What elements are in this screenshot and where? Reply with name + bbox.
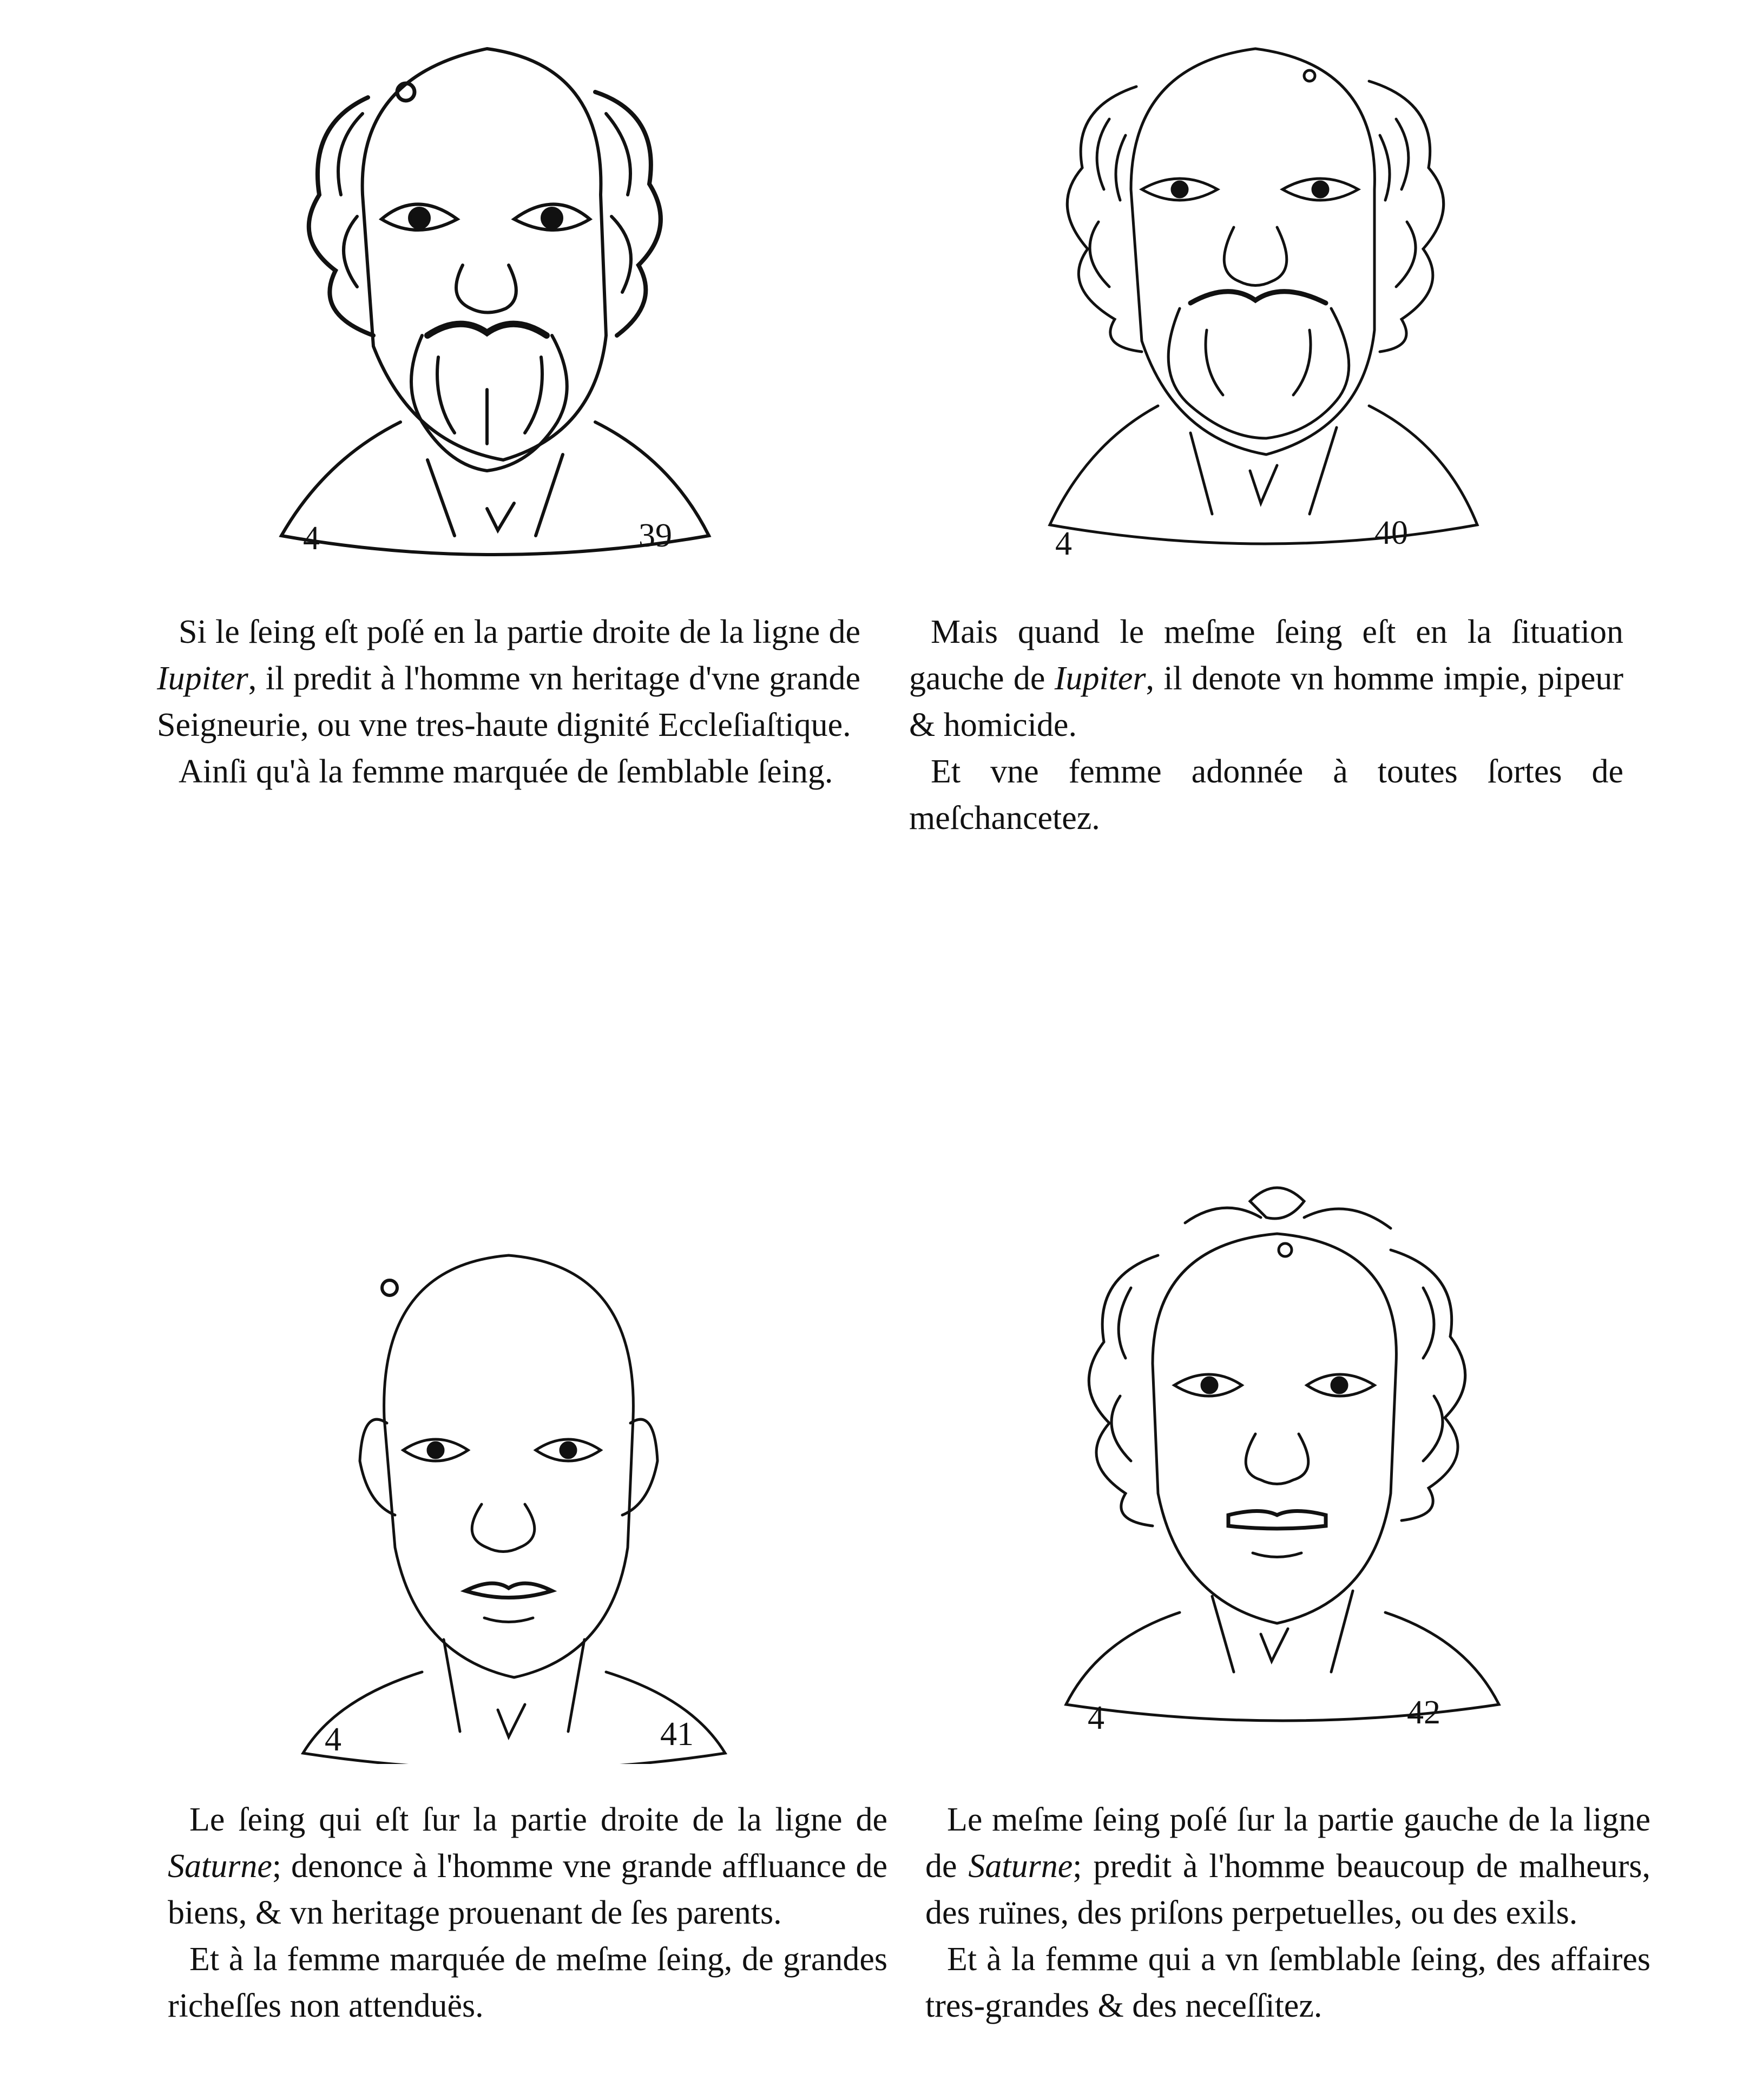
caption-text: ; predit à l'homme beaucoup de malheurs, des ruïnes, des priſons perpetuelles, ou des exils. <box>925 1848 1650 1931</box>
figure-number: 41 <box>660 1716 694 1753</box>
figure-number: 40 <box>1374 515 1408 551</box>
figure-left-label: 4 <box>1055 525 1072 562</box>
caption-paragraph: Et vne femme adonnée à toutes ſortes de meſchancetez. <box>909 753 1623 837</box>
caption-paragraph: Ainſi qu'à la femme marquée de ſemblable ſeing. <box>179 753 833 790</box>
caption-39 <box>157 609 860 795</box>
caption-40 <box>909 609 1623 841</box>
caption-italic-term: Saturne <box>968 1848 1073 1885</box>
caption-paragraph <box>168 1796 887 1936</box>
caption-paragraph <box>909 609 1623 748</box>
caption-paragraph <box>157 609 860 748</box>
portrait-41 <box>281 1245 747 1764</box>
caption-text: , il denote vn homme impie, pipeur & homicide. <box>909 660 1623 743</box>
portrait-39-drawing <box>260 32 747 574</box>
figure-number: 39 <box>639 517 672 554</box>
figure-number: 42 <box>1407 1694 1440 1731</box>
portrait-42 <box>1044 1169 1521 1742</box>
caption-paragraph: Et à la femme marquée de meſme ſeing, de grandes richeſſes non attenduës. <box>168 1941 887 2024</box>
caption-text: , il predit à l'homme vn heritage d'vne grande Seigneurie, ou vne tres-haute dignité Eccleſiaſtique. <box>157 660 860 743</box>
caption-paragraph <box>925 1796 1650 1936</box>
caption-42 <box>925 1796 1650 2029</box>
caption-italic-term: Saturne <box>168 1848 272 1885</box>
figure-left-label: 4 <box>303 520 320 557</box>
caption-41 <box>168 1796 887 2029</box>
caption-paragraph: Et à la femme qui a vn ſemblable ſeing, des affaires tres-grandes & des neceſſitez. <box>925 1941 1650 2024</box>
portrait-40-drawing <box>1028 27 1515 574</box>
caption-text: ; denonce à l'homme vne grande affluance de biens, & vn heritage prouenant de ſes parents. <box>168 1848 887 1931</box>
caption-text: Mais quand le meſme ſeing eſt en la ſituation gauche de <box>909 614 1623 697</box>
portrait-41-drawing <box>281 1245 747 1764</box>
caption-text: Le ſeing qui eſt ſur la partie droite de la ligne de <box>189 1801 887 1838</box>
caption-italic-term: Iupiter <box>1054 660 1146 697</box>
caption-text: Le meſme ſeing poſé ſur la partie gauche de la ligne de <box>925 1801 1650 1885</box>
caption-italic-term: Iupiter <box>157 660 248 697</box>
portrait-42-drawing <box>1044 1169 1521 1742</box>
figure-left-label: 4 <box>1088 1700 1104 1736</box>
figure-left-label: 4 <box>325 1721 341 1758</box>
portrait-39 <box>260 32 747 574</box>
portrait-40 <box>1028 27 1515 574</box>
caption-text: Si le ſeing eſt poſé en la partie droite de la ligne de <box>179 614 860 650</box>
